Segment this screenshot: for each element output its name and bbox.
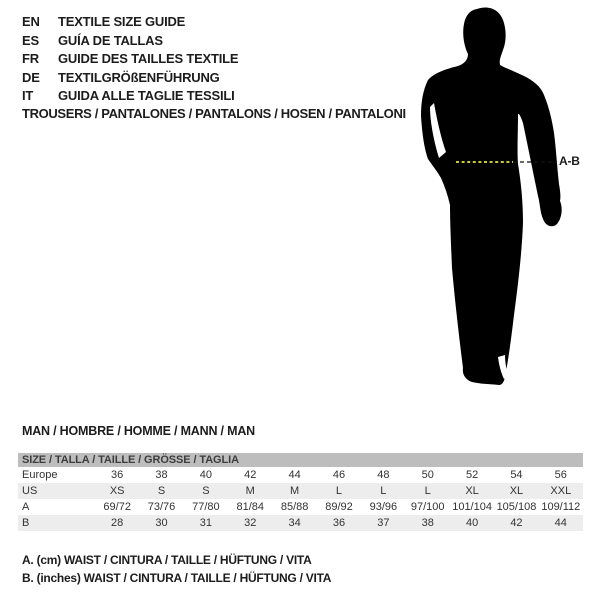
- cell-value: XL: [509, 485, 524, 497]
- language-code: FR: [22, 51, 39, 66]
- language-row: [22, 69, 238, 88]
- cell-value: 30: [155, 517, 168, 529]
- row-label: A: [22, 501, 30, 513]
- cell-value: 69/72: [103, 501, 131, 513]
- table-row: [18, 483, 583, 499]
- cell-value: L: [335, 485, 343, 497]
- language-row: [22, 50, 238, 69]
- cell-value: 31: [199, 517, 213, 529]
- language-code: IT: [22, 88, 34, 103]
- language-code: ES: [22, 32, 39, 48]
- language-row: [22, 32, 238, 51]
- cell-value: 77/80: [192, 501, 220, 513]
- gender-title: MAN / HOMBRE / HOMME / MANN / MAN: [22, 424, 255, 438]
- size-table: [18, 453, 583, 531]
- cell-value: 42: [244, 469, 257, 481]
- table-row: [18, 515, 583, 531]
- cell-value: 97/100: [410, 501, 445, 513]
- language-row: [22, 13, 238, 32]
- language-label: GUÍA DE TALLAS: [58, 32, 163, 48]
- cell-value: 50: [421, 469, 434, 481]
- cell-value: 56: [554, 469, 567, 481]
- cell-value: XS: [109, 485, 125, 497]
- cell-value: S: [157, 485, 166, 497]
- footnote: B. (inches) WAIST / CINTURA / TAILLE / HÜFTUNG / VITA: [22, 571, 332, 585]
- cell-value: 105/108: [496, 501, 537, 513]
- cell-value: 36: [332, 517, 346, 529]
- language-code: DE: [22, 69, 40, 85]
- footnote: A. (cm) WAIST / CINTURA / TAILLE / HÜFTUNG / VITA: [22, 553, 312, 567]
- cell-value: 28: [111, 517, 124, 529]
- cell-value: 37: [377, 517, 390, 529]
- cell-value: 89/92: [325, 501, 353, 513]
- language-label: GUIDE DES TAILLES TEXTILE: [58, 51, 239, 66]
- cell-value: L: [424, 485, 431, 497]
- cell-value: 85/88: [280, 501, 309, 513]
- cell-value: 38: [155, 469, 168, 481]
- cell-value: 109/112: [541, 501, 581, 513]
- cell-value: 101/104: [452, 501, 492, 513]
- product-title: TROUSERS / PANTALONES / PANTALONS / HOSEN / PANTALONI: [22, 106, 406, 121]
- cell-value: 44: [288, 469, 301, 481]
- cell-value: XL: [465, 485, 479, 497]
- man-silhouette-path: [421, 7, 562, 385]
- size-table-header: SIZE / TALLA / TAILLE / GRÖSSE / TAGLIA: [18, 453, 583, 467]
- cell-value: 93/96: [369, 501, 398, 513]
- row-label: B: [22, 517, 30, 529]
- cell-value: 73/76: [147, 501, 176, 513]
- table-row: [18, 499, 583, 515]
- cell-value: 40: [199, 469, 213, 481]
- cell-value: 42: [510, 517, 523, 529]
- cell-value: 46: [332, 469, 346, 481]
- cell-value: XXL: [550, 485, 572, 497]
- cell-value: 40: [465, 517, 479, 529]
- cell-value: 34: [288, 517, 301, 529]
- cell-value: 52: [465, 469, 479, 481]
- language-label: TEXTILGRÖßENFÜHRUNG: [58, 69, 220, 85]
- cell-value: 32: [244, 517, 257, 529]
- man-silhouette-graphic: [410, 0, 600, 400]
- cell-value: 48: [377, 469, 390, 481]
- language-row: [22, 87, 238, 106]
- cell-value: M: [245, 485, 255, 497]
- cell-value: 81/84: [236, 501, 265, 513]
- cell-value: L: [380, 485, 387, 497]
- row-label: US: [22, 485, 38, 497]
- language-label: GUIDA ALLE TAGLIE TESSILI: [58, 88, 235, 103]
- language-code: EN: [22, 14, 40, 29]
- measurement-notes: [22, 551, 331, 587]
- language-list: [22, 13, 238, 106]
- cell-value: 38: [421, 517, 434, 529]
- figure-silhouette: [410, 0, 600, 400]
- measure-line-label: A-B: [559, 154, 580, 168]
- language-label: TEXTILE SIZE GUIDE: [58, 14, 186, 29]
- cell-value: S: [202, 485, 210, 497]
- row-label: Europe: [22, 469, 58, 481]
- cell-value: M: [290, 485, 300, 497]
- cell-value: 44: [554, 517, 567, 529]
- table-row: [18, 467, 583, 483]
- cell-value: 36: [111, 469, 124, 481]
- size-table-body: [18, 467, 583, 531]
- cell-value: 54: [510, 469, 523, 481]
